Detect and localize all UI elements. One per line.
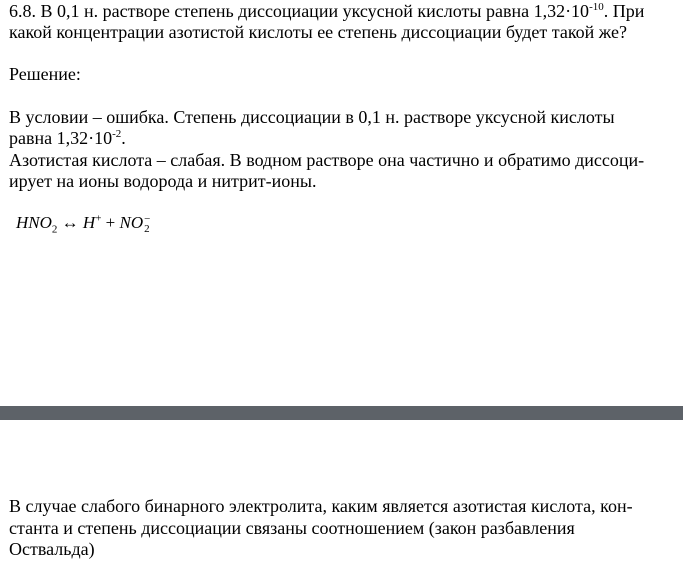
equation-plus: + — [105, 213, 116, 232]
solution-exponent: -2 — [112, 128, 122, 140]
solution-line-2-tail: . — [121, 128, 126, 148]
continuation-line-1: В случае слабого бинарного электролита, каким является азотистая кислота, кон- — [9, 496, 633, 516]
continuation-line-2: станта и степень диссоциации связаны соотношением (закон разбавления — [9, 518, 575, 538]
problem-exponent: -10 — [589, 1, 604, 13]
continuation-line-3: Оствальда) — [9, 539, 95, 559]
page-separator-bar — [0, 406, 683, 420]
equation-ion-1: H — [82, 213, 96, 232]
solution-line-1: В условии – ошибка. Степень диссоциации в 0,1 н. растворе уксусной кислоты — [9, 107, 615, 127]
equation-ion-2-subscript: 2 — [144, 223, 150, 236]
equation-ion-2: NO — [119, 213, 144, 232]
problem-line-1-text: 6.8. В 0,1 н. растворе степень диссоциации уксусной кислоты равна 1,32·10 — [9, 1, 590, 21]
equation-lhs: HNO — [16, 213, 52, 232]
problem-line-2: какой концентрации азотистой кислоты ее степень диссоциации будет такой же? — [9, 22, 627, 42]
solution-line-4: ирует на ионы водорода и нитрит-ионы. — [9, 171, 317, 191]
solution-heading: Решение: — [9, 64, 81, 84]
equation-lhs-subscript: 2 — [51, 223, 58, 236]
solution-line-3: Азотистая кислота – слабая. В водном растворе она частично и обратимо диссоци- — [9, 150, 645, 170]
dissociation-equation — [16, 212, 150, 234]
equation-ion-1-charge: + — [95, 212, 102, 225]
equation-ion-2-charge: − — [144, 213, 151, 226]
equation-arrow: ↔ — [61, 213, 79, 232]
problem-line-1 — [9, 1, 644, 22]
problem-line-1-tail: . При — [603, 1, 645, 21]
solution-line-2 — [9, 128, 126, 149]
solution-line-2-text: равна 1,32·10 — [9, 128, 113, 148]
